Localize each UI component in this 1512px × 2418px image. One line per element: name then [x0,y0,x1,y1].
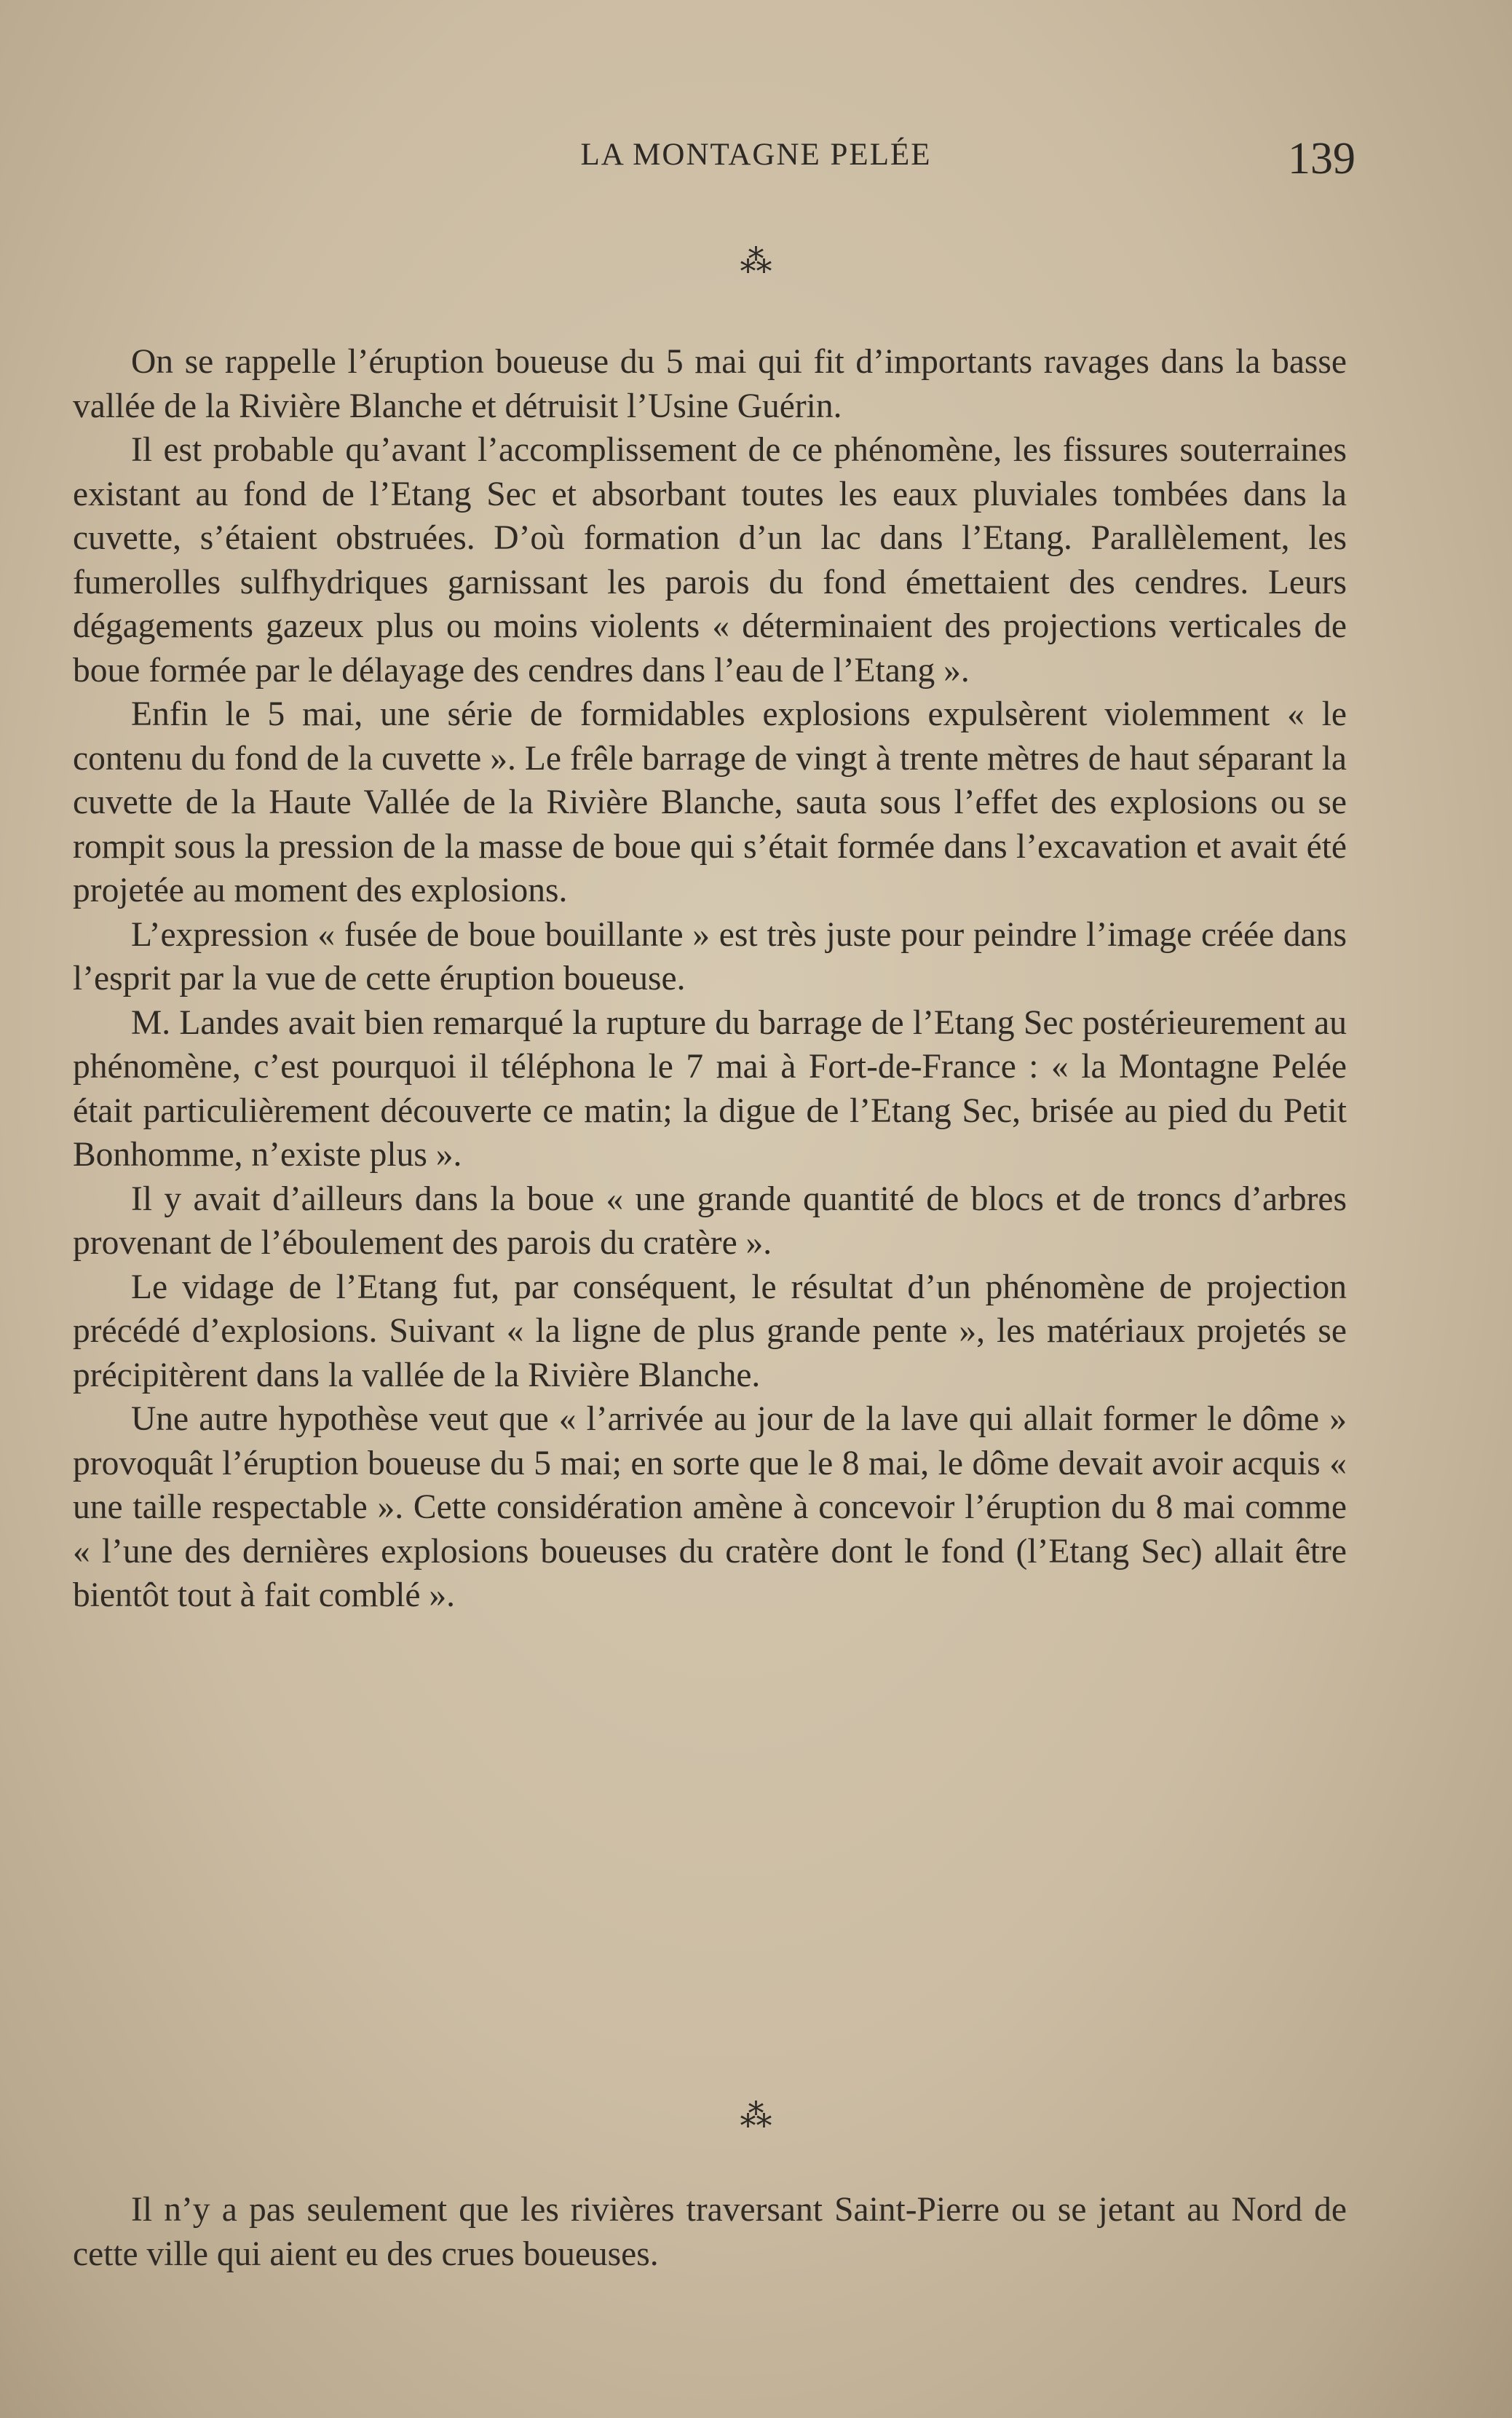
page-header [0,130,1512,181]
section-body-2 [73,2188,1347,2276]
section-body-1 [73,340,1347,1618]
paragraph: Le vidage de l’Etang fut, par conséquent, le résultat d’un phénomène de projection précédé d’explosions. Suivant « la ligne de plus grande pente », les matériaux projetés se précipitèrent dans la vallée de la Rivière Blanche. [73,1268,1347,1394]
paragraph: Il y avait d’ailleurs dans la boue « une grande quantité de blocs et de troncs d’arbres provenant de l’éboulement des parois du cratère ». [73,1180,1347,1262]
running-title: LA MONTAGNE PELÉE [580,138,932,172]
paragraph: Une autre hypothèse veut que « l’arrivée au jour de la lave qui allait former le dôme » provoquât l’éruption boueuse du 5 mai; en sorte que le 8 mai, le dôme devait avoir acquis « une taille respectable ». Cette considération amène à concevoir l’éruption du 8 mai comme « l’une des dernières explosions boueuses du cratère dont le fond (l’Etang Sec) allait être bientôt tout à fait comblé ». [73,1400,1347,1614]
asterism-glyph: ⁂ [740,244,772,280]
section-separator-top [0,244,1512,280]
section-separator-bottom [0,2098,1512,2135]
paragraph: Il est probable qu’avant l’accomplissement de ce phénomène, les fissures souterraines existant au fond de l’Etang Sec et absorbant toutes les eaux pluviales tombées dans la cuvette, s’étaient obstruées. D’où formation d’un lac dans l’Etang. Parallèlement, les fumerolles sulfhydriques garnissant les parois du fond émettaient des cendres. Leurs dégagements gazeux plus ou moins violents « déterminaient des projections verticales de boue formée par le délayage des cendres dans l’eau de l’Etang ». [73,431,1347,690]
paragraph: On se rappelle l’éruption boueuse du 5 mai qui fit d’importants ravages dans la basse vallée de la Rivière Blanche et détruisit l’Usine Guérin. [73,343,1347,425]
paragraph: Enfin le 5 mai, une série de formidables explosions expulsèrent violemment « le contenu du fond de la cuvette ». Le frêle barrage de vingt à trente mètres de haut séparant la cuvette de la Haute Vallée de la Rivière Blanche, sauta sous l’effet des explosions ou se rompit sous la pression de la masse de boue qui s’était formée dans l’excavation et avait été projetée au moment des explosions. [73,695,1347,909]
paragraph: L’expression « fusée de boue bouillante » est très juste pour peindre l’image créée dans l’esprit par la vue de cette éruption boueuse. [73,915,1347,997]
page-number: 139 [1288,134,1355,183]
paragraph: Il n’y a pas seulement que les rivières traversant Saint-Pierre ou se jetant au Nord de cette ville qui aient eu des crues boueuses. [73,2191,1347,2273]
paragraph: M. Landes avait bien remarqué la rupture du barrage de l’Etang Sec postérieurement au phénomène, c’est pourquoi il téléphona le 7 mai à Fort-de-France : « la Montagne Pelée était particulièrement découverte ce matin; la digue de l’Etang Sec, brisée au pied du Petit Bonhomme, n’existe plus ». [73,1003,1347,1174]
asterism-glyph: ⁂ [740,2098,772,2134]
